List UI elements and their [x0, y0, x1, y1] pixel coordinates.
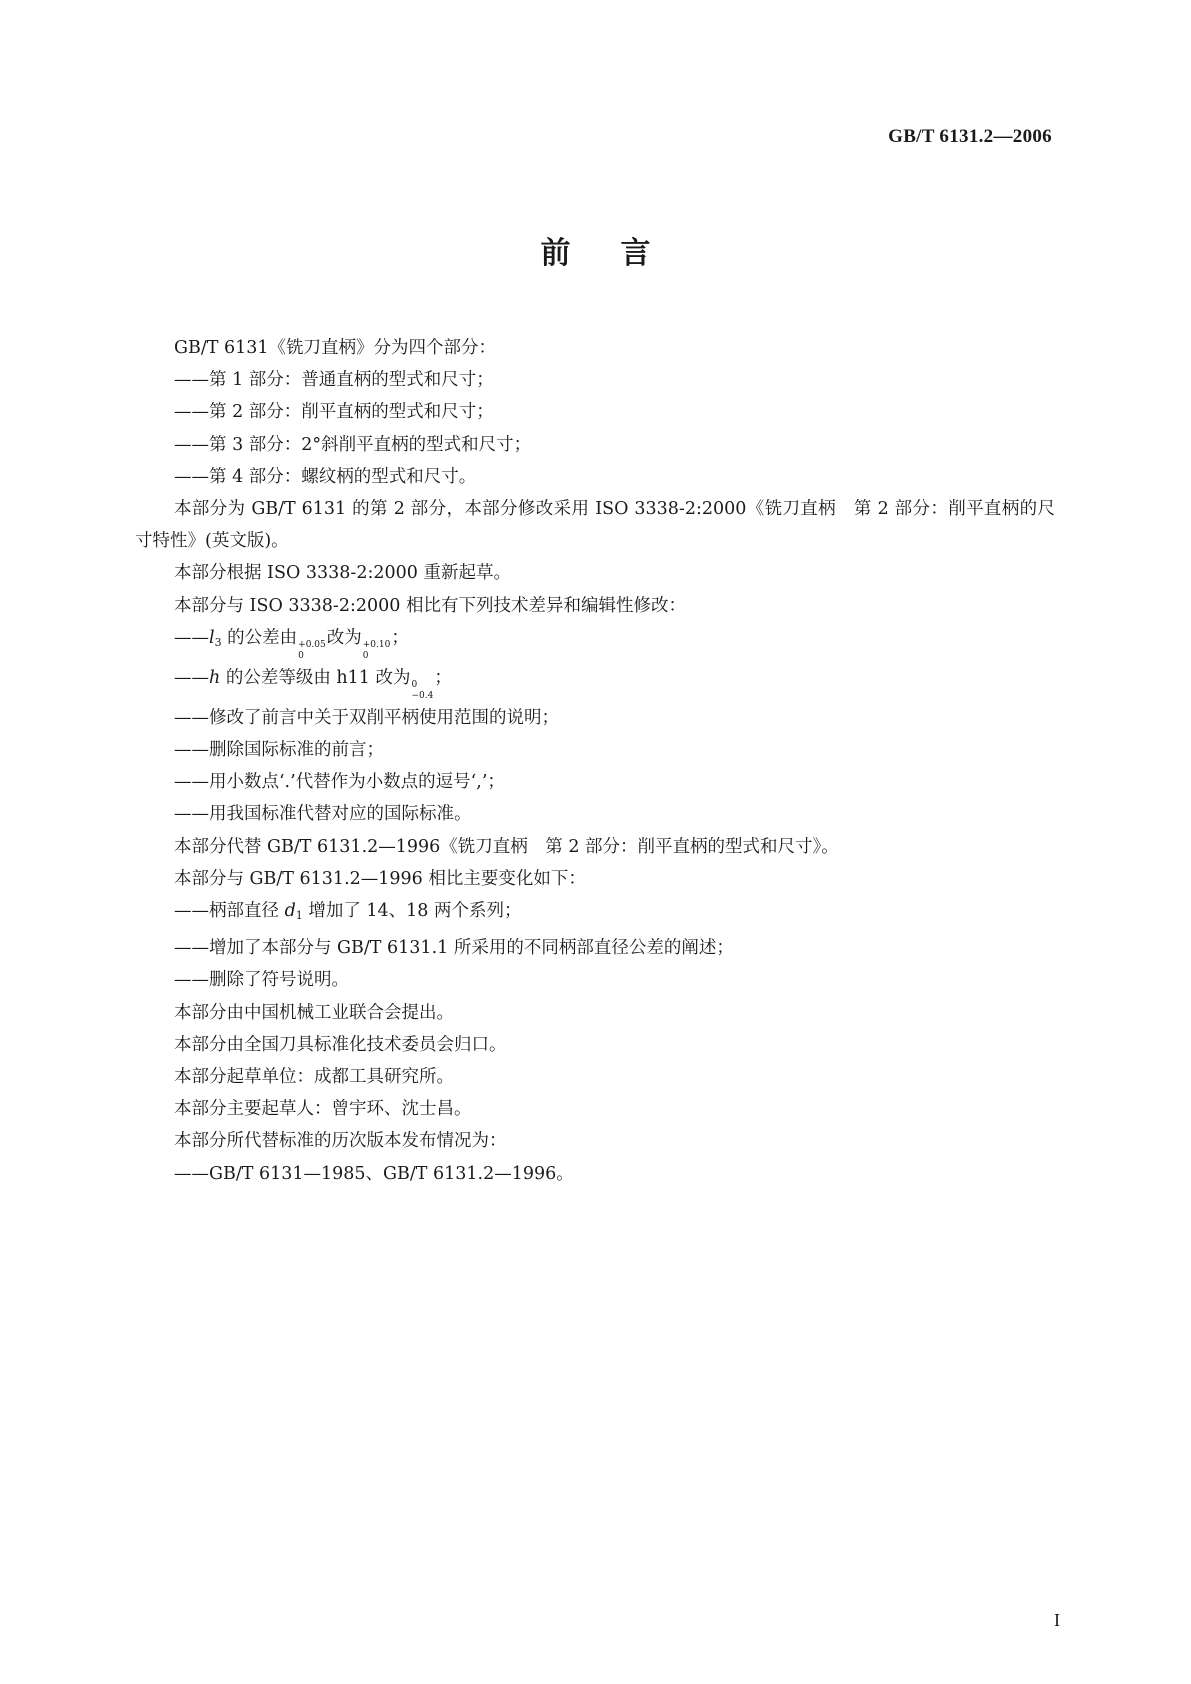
paragraph-managed-by: 本部分由全国刀具标准化技术委员会归口。 [174, 1034, 507, 1055]
symbol-subscript: 3 [214, 635, 222, 649]
diff-suffix: ； [434, 667, 452, 688]
list-item-diff-decimal: ——用小数点‘.’代替作为小数点的逗号‘,’； [174, 772, 505, 793]
paragraph-adoption: 本部分为 GB/T 6131 的第 2 部分，本部分修改采用 ISO 3338-2:2000《铣刀直柄 第 2 部分：削平直柄的尺寸特性》(英文版)。 [135, 499, 1055, 552]
list-item-part-3: ——第 3 部分：2°斜削平直柄的型式和尺寸； [174, 434, 532, 455]
list-item-change-symbols: ——删除了符号说明。 [174, 970, 349, 991]
symbol-l: l [209, 627, 215, 648]
list-item-part-2: ——第 2 部分：削平直柄的型式和尺寸； [174, 402, 494, 423]
old-tolerance [298, 640, 326, 662]
paragraph-differences-intro: 本部分与 ISO 3338-2:2000 相比有下列技术差异和编辑性修改： [174, 595, 686, 616]
new-tolerance [363, 640, 391, 662]
symbol-h: h [209, 667, 221, 688]
old-tolerance-upper: +0.05 [298, 639, 326, 650]
symbol-subscript: 1 [295, 909, 303, 923]
new-tolerance-upper: 0 [411, 679, 418, 690]
paragraph-redrafted: 本部分根据 ISO 3338-2:2000 重新起草。 [174, 563, 511, 584]
new-tolerance-lower: 0 [362, 650, 369, 661]
list-item-part-4: ——第 4 部分：螺纹柄的型式和尺寸。 [174, 466, 477, 487]
diff-text-before: 的公差等级由 h11 改为 [220, 667, 411, 688]
dash-prefix: —— [174, 627, 209, 648]
list-item-diff-standards: ——用我国标准代替对应的国际标准。 [174, 804, 472, 825]
paragraph-changes-intro: 本部分与 GB/T 6131.2—1996 相比主要变化如下： [174, 868, 586, 889]
list-item-change-tolerance: ——增加了本部分与 GB/T 6131.1 所采用的不同柄部直径公差的阐述； [174, 938, 734, 959]
list-item-part-1: ——第 1 部分：普通直柄的型式和尺寸； [174, 370, 494, 391]
paragraph-replaces: 本部分代替 GB/T 6131.2—1996《铣刀直柄 第 2 部分：削平直柄的型式和尺寸》。 [174, 836, 839, 857]
change-prefix: ——柄部直径 [174, 901, 285, 922]
old-tolerance-lower: 0 [298, 650, 304, 661]
new-tolerance-lower: −0.4 [411, 690, 434, 701]
diff-text-middle: 改为 [326, 627, 362, 648]
diff-text-before: 的公差由 [221, 627, 298, 648]
paragraph-history-intro: 本部分所代替标准的历次版本发布情况为： [174, 1131, 507, 1152]
paragraph-drafters: 本部分主要起草人：曾宇环、沈士昌。 [174, 1099, 472, 1120]
list-item-diff-foreword: ——删除国际标准的前言； [174, 740, 384, 761]
dash-prefix: —— [174, 667, 209, 688]
diff-suffix: ； [391, 627, 409, 648]
page-number: I [1054, 1610, 1060, 1630]
foreword-body [135, 332, 1055, 1190]
symbol-d: d [284, 901, 296, 922]
list-item-diff-scope: ——修改了前言中关于双削平柄使用范围的说明； [174, 707, 559, 728]
change-suffix: 增加了 14、18 两个系列； [302, 901, 522, 922]
paragraph-drafting-unit: 本部分起草单位：成都工具研究所。 [174, 1067, 454, 1088]
new-tolerance [412, 680, 434, 702]
list-item-change-d1 [135, 895, 1055, 932]
list-item-diff-h [135, 662, 1055, 702]
paragraph-parts-intro: GB/T 6131《铣刀直柄》分为四个部分： [174, 338, 497, 358]
list-item-diff-l3 [135, 622, 1055, 662]
paragraph-proposed-by: 本部分由中国机械工业联合会提出。 [174, 1002, 454, 1023]
standard-number: GB/T 6131.2—2006 [888, 126, 1052, 147]
list-item-history: ——GB/T 6131—1985、GB/T 6131.2—1996。 [174, 1163, 574, 1184]
new-tolerance-upper: +0.10 [362, 639, 391, 650]
page-title: 前言 [540, 236, 701, 271]
